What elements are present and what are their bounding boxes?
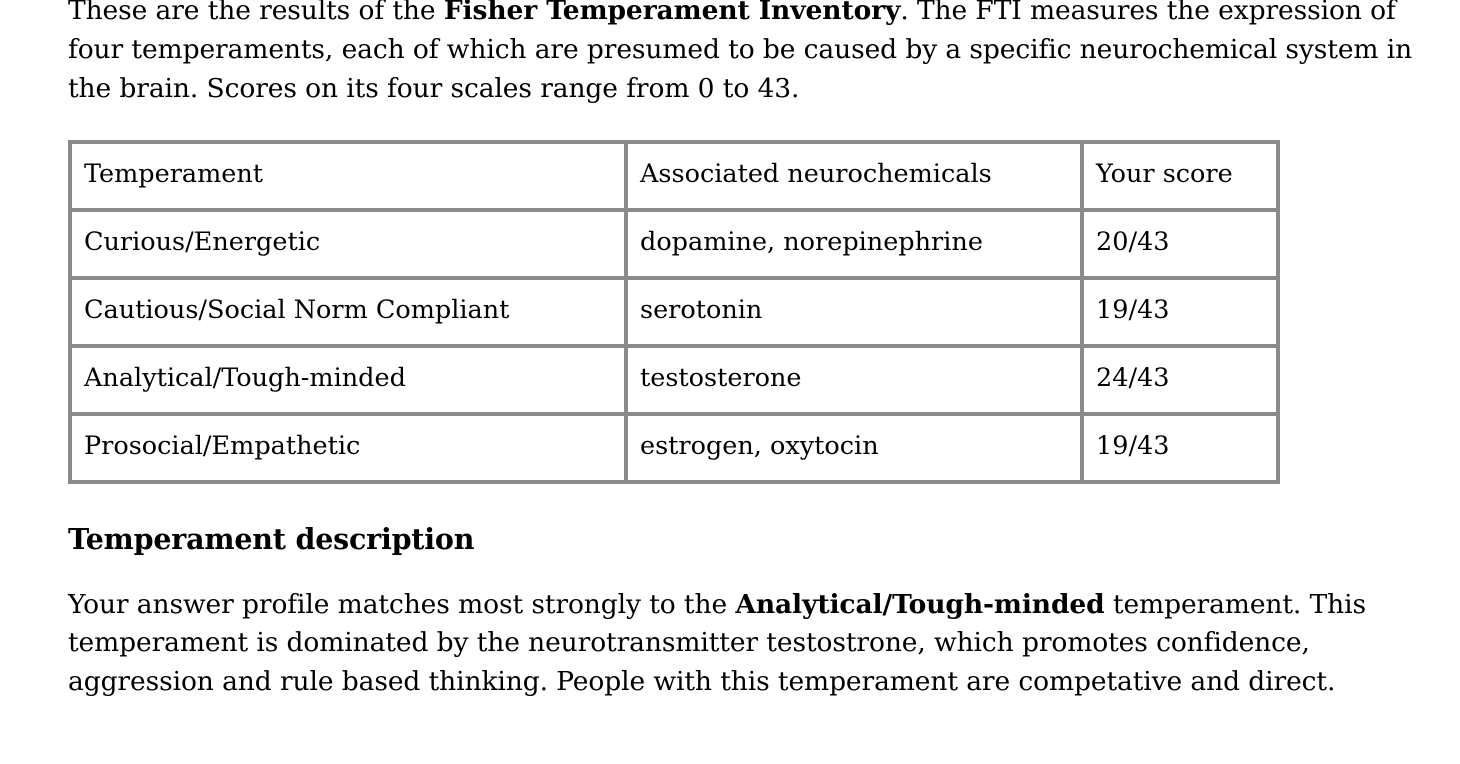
cell-temperament: Analytical/Tough-minded [70, 346, 626, 414]
cell-temperament: Cautious/Social Norm Compliant [70, 278, 626, 346]
temperament-description-paragraph [68, 586, 1408, 701]
cell-score: 19/43 [1082, 414, 1278, 482]
table-row [70, 278, 1278, 346]
column-header-score: Your score [1082, 142, 1278, 210]
intro-paragraph-wrap [68, 0, 1440, 109]
cell-neurochemicals: testosterone [626, 346, 1082, 414]
intro-text-part2: . The FTI measures the expression of four temperaments, each of which are presumed to be caused by a specific neurochemical system in the brain. Scores on its four scales range from 0 to 43. [68, 0, 1413, 104]
table-row [70, 346, 1278, 414]
table-row [70, 210, 1278, 278]
cell-temperament: Curious/Energetic [70, 210, 626, 278]
intro-paragraph [68, 0, 1440, 109]
section-heading-temperament-description: Temperament description [68, 521, 475, 556]
results-table [68, 140, 1280, 484]
intro-text-part1: These are the results of the [68, 0, 444, 26]
column-header-temperament: Temperament [70, 142, 626, 210]
description-text-part2: temperament. This temperament is dominated by the neurotransmitter testostrone, which promotes confidence, aggression and rule based thinking. People with this temperament are competative and direct. [68, 588, 1366, 697]
table-header-row [70, 142, 1278, 210]
cell-neurochemicals: estrogen, oxytocin [626, 414, 1082, 482]
intro-inventory-name: Fisher Temperament Inventory [443, 0, 901, 26]
cell-score: 19/43 [1082, 278, 1278, 346]
cell-temperament: Prosocial/Empathetic [70, 414, 626, 482]
description-matched-temperament: Analytical/Tough-minded [735, 588, 1105, 620]
cell-score: 24/43 [1082, 346, 1278, 414]
cell-neurochemicals: dopamine, norepinephrine [626, 210, 1082, 278]
table-row [70, 414, 1278, 482]
cell-neurochemicals: serotonin [626, 278, 1082, 346]
cell-score: 20/43 [1082, 210, 1278, 278]
description-text-part1: Your answer profile matches most strongly to the [68, 588, 736, 620]
column-header-neurochemicals: Associated neurochemicals [626, 142, 1082, 210]
